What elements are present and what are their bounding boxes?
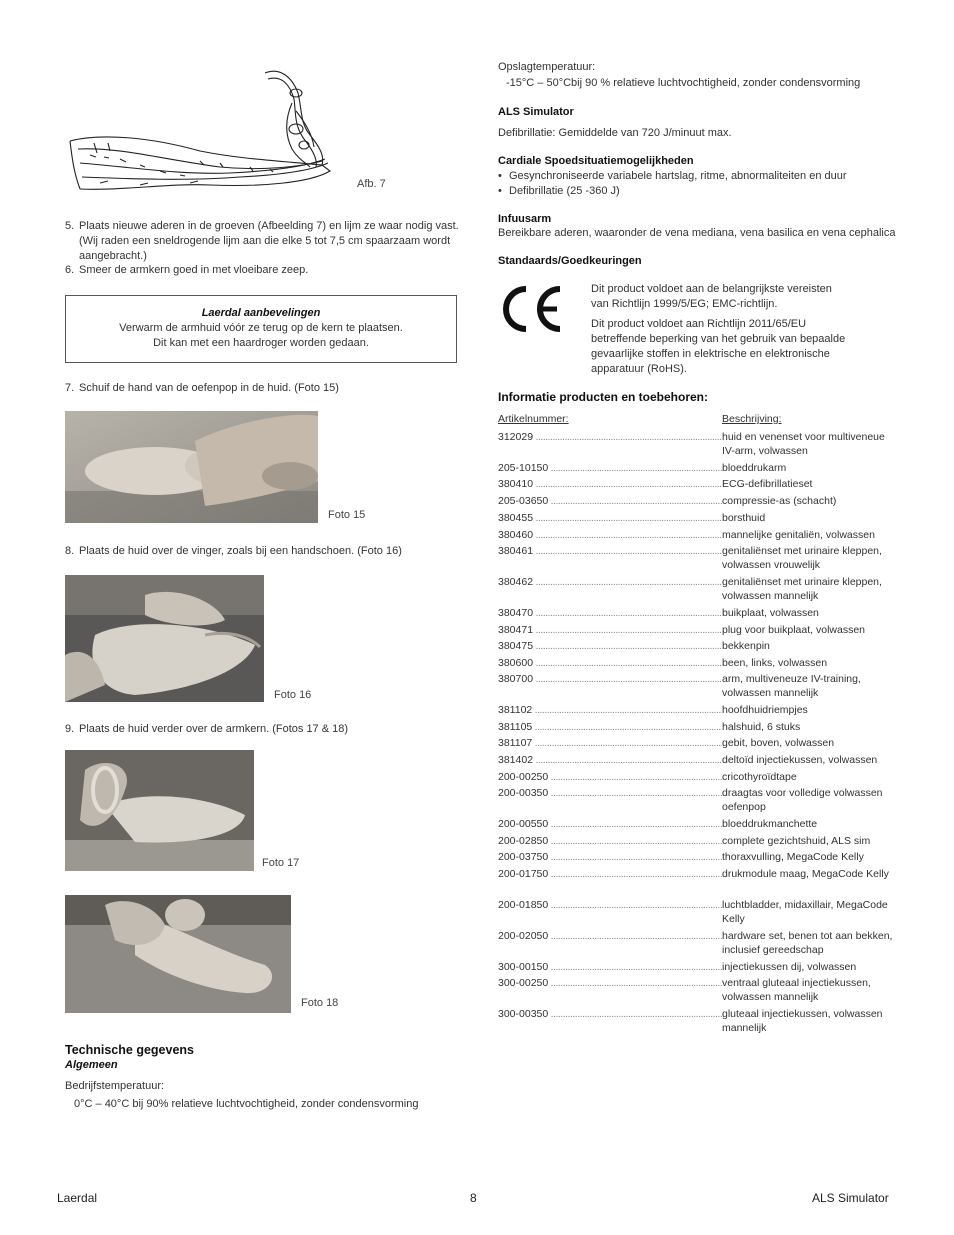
standards-title: Standaards/Goedkeuringen bbox=[498, 255, 642, 267]
product-number: 200-00550 ..... bbox=[498, 817, 722, 831]
product-description: ventraal gluteaal injectiekussen, volwassen mannelijk bbox=[722, 977, 871, 1003]
product-number: 380455 ..... bbox=[498, 511, 722, 525]
photo-17-caption: Foto 17 bbox=[262, 857, 300, 869]
tech-subtitle: Algemeen bbox=[65, 1059, 118, 1071]
step-9 bbox=[65, 722, 460, 737]
step-9-number: 9. bbox=[65, 723, 75, 735]
product-description: plug voor buikplaat, volwassen bbox=[722, 624, 866, 636]
product-description: complete gezichtshuid, ALS sim bbox=[722, 835, 871, 847]
product-description: compressie-as (schacht) bbox=[722, 495, 837, 507]
product-description: gluteaal injectiekussen, volwassen mannelijk bbox=[722, 1008, 883, 1034]
storage-temp-label: Opslagtemperatuur: bbox=[498, 61, 596, 73]
standards-text-1: Dit product voldoet aan de belangrijkste vereisten van Richtlijn 1999/5/EG; EMC-richtlijn. bbox=[591, 283, 832, 310]
product-number: 200-00250 ..... bbox=[498, 770, 722, 784]
recommendation-title: Laerdal aanbevelingen bbox=[201, 307, 321, 319]
product-number: 380700 ..... bbox=[498, 672, 722, 686]
product-number: 380410 ..... bbox=[498, 477, 722, 491]
recommendation-line-2: Dit kan met een haardroger worden gedaan. bbox=[153, 337, 369, 349]
product-number: 300-00250 ..... bbox=[498, 976, 722, 990]
step-6-text: Smeer de armkern goed in met vloeibare zeep. bbox=[79, 264, 309, 276]
product-description: luchtbladder, midaxillair, MegaCode Kelly bbox=[722, 899, 888, 925]
photo-16-caption: Foto 16 bbox=[274, 689, 312, 701]
photo-15-caption: Foto 15 bbox=[328, 509, 366, 521]
photo-16 bbox=[65, 575, 264, 702]
tech-title: Technische gegevens bbox=[65, 1043, 194, 1057]
ce-mark-icon bbox=[499, 285, 563, 333]
product-description: thoraxvulling, MegaCode Kelly bbox=[722, 851, 864, 863]
cardiac-title: Cardiale Spoedsituatiemogelijkheden bbox=[498, 155, 694, 167]
step-7-text: Schuif de hand van de oefenpop in de huid. (Foto 15) bbox=[79, 382, 339, 394]
product-description: cricothyroïdtape bbox=[722, 771, 797, 783]
product-number: 312029 ..... bbox=[498, 430, 722, 444]
product-number: 380470 ..... bbox=[498, 606, 722, 620]
cardiac-item-2: • Defibrillatie (25 -360 J) bbox=[498, 184, 898, 199]
step-8-number: 8. bbox=[65, 545, 75, 557]
photo-15 bbox=[65, 411, 318, 523]
product-number: 381105 ..... bbox=[498, 720, 722, 734]
footer-page-number: 8 bbox=[470, 1191, 477, 1205]
cardiac-list bbox=[498, 169, 898, 199]
product-description: injectiekussen dij, volwassen bbox=[722, 961, 857, 973]
product-number: 200-03750 ..... bbox=[498, 850, 722, 864]
product-number: 200-01850 ..... bbox=[498, 898, 722, 912]
step-6 bbox=[65, 263, 460, 278]
product-number: 380461 ..... bbox=[498, 544, 722, 558]
product-description: mannelijke genitaliën, volwassen bbox=[722, 529, 875, 541]
step-9-text: Plaats de huid verder over de armkern. (Fotos 17 & 18) bbox=[79, 723, 349, 735]
cardiac-item-1: • Gesynchroniseerde variabele hartslag, ritme, abnormaliteiten en duur bbox=[498, 169, 898, 184]
step-6-number: 6. bbox=[65, 264, 75, 276]
product-description: arm, multiveneuze IV-training, volwassen mannelijk bbox=[722, 673, 861, 699]
photo-17 bbox=[65, 750, 254, 871]
infusion-text: Bereikbare aderen, waaronder de vena mediana, vena basilica en vena cephalica bbox=[498, 227, 896, 239]
product-number: 300-00150 ..... bbox=[498, 960, 722, 974]
product-number: 380475 ..... bbox=[498, 639, 722, 653]
product-description: borsthuid bbox=[722, 512, 766, 524]
product-number: 200-01750 ..... bbox=[498, 867, 722, 881]
products-col-description: Beschrijving: bbox=[722, 413, 782, 425]
product-description: ECG-defibrillatieset bbox=[722, 478, 813, 490]
product-number: 381107 ..... bbox=[498, 736, 722, 750]
product-number: 380471 ..... bbox=[498, 623, 722, 637]
product-number: 200-00350 ..... bbox=[498, 786, 722, 800]
product-number: 381402 ..... bbox=[498, 753, 722, 767]
product-number: 380462 ..... bbox=[498, 575, 722, 589]
product-description: drukmodule maag, MegaCode Kelly bbox=[722, 868, 889, 880]
product-number: 200-02050 ..... bbox=[498, 929, 722, 943]
figure-7-drawing bbox=[60, 63, 342, 198]
operating-temp-value: 0°C – 40°C bij 90% relatieve luchtvochtigheid, zonder condensvorming bbox=[74, 1098, 419, 1110]
products-title: Informatie producten en toebehoren: bbox=[498, 390, 709, 404]
step-8-text: Plaats de huid over de vinger, zoals bij een handschoen. (Foto 16) bbox=[79, 545, 402, 557]
product-number: 205-03650 ..... bbox=[498, 494, 722, 508]
product-description: huid en venenset voor multiveneue IV-arm, volwassen bbox=[722, 431, 885, 457]
product-description: hoofdhuidriempjes bbox=[722, 704, 808, 716]
step-5-number: 5. bbox=[65, 220, 75, 232]
product-description: deltoïd injectiekussen, volwassen bbox=[722, 754, 878, 766]
product-number: 200-02850 ..... bbox=[498, 834, 722, 848]
product-description: draagtas voor volledige volwassen oefenpop bbox=[722, 787, 883, 813]
photo-18 bbox=[65, 895, 291, 1013]
recommendation-line-1: Verwarm de armhuid vóór ze terug op de kern te plaatsen. bbox=[119, 322, 403, 334]
product-description: been, links, volwassen bbox=[722, 657, 828, 669]
operating-temp-label: Bedrijfstemperatuur: bbox=[65, 1080, 165, 1092]
product-description: bekkenpin bbox=[722, 640, 770, 652]
product-description: bloeddrukmanchette bbox=[722, 818, 818, 830]
step-5 bbox=[65, 219, 460, 264]
footer-brand: Laerdal bbox=[57, 1191, 98, 1205]
infusion-title: Infuusarm bbox=[498, 213, 552, 225]
als-title: ALS Simulator bbox=[498, 106, 574, 118]
product-description: gebit, boven, volwassen bbox=[722, 737, 835, 749]
product-description: genitaliënset met urinaire kleppen, volwassen mannelijk bbox=[722, 576, 882, 602]
product-number: 380600 ..... bbox=[498, 656, 722, 670]
standards-text-2: Dit product voldoet aan Richtlijn 2011/65/EU betreffende beperking van het gebruik van bepaalde gevaarlijke stoffen in elektrische en elektronische apparatuur (RoHS). bbox=[591, 318, 846, 375]
product-number: 380460 ..... bbox=[498, 528, 722, 542]
product-number: 205-10150 ..... bbox=[498, 461, 722, 475]
als-text: Defibrillatie: Gemiddelde van 720 J/minuut max. bbox=[498, 127, 732, 139]
product-description: genitaliënset met urinaire kleppen, volwassen vrouwelijk bbox=[722, 545, 882, 571]
storage-temp-value: -15°C – 50°Cbij 90 % relatieve luchtvochtigheid, zonder condensvorming bbox=[506, 77, 861, 89]
step-7 bbox=[65, 381, 460, 396]
step-7-number: 7. bbox=[65, 382, 75, 394]
photo-18-caption: Foto 18 bbox=[301, 997, 339, 1009]
product-description: bloeddrukarm bbox=[722, 462, 787, 474]
product-number: 300-00350 ..... bbox=[498, 1007, 722, 1021]
recommendation-box bbox=[65, 295, 457, 363]
product-description: buikplaat, volwassen bbox=[722, 607, 819, 619]
products-col-number: Artikelnummer: bbox=[498, 413, 569, 425]
product-description: hardware set, benen tot aan bekken, inclusief gereedschap bbox=[722, 930, 893, 956]
product-number: 381102 ..... bbox=[498, 703, 722, 717]
step-8 bbox=[65, 544, 460, 559]
figure-7-caption: Afb. 7 bbox=[357, 178, 386, 190]
product-description: halshuid, 6 stuks bbox=[722, 721, 801, 733]
step-5-text: Plaats nieuwe aderen in de groeven (Afbeelding 7) en lijm ze waar nodig vast. (Wij raden een sneldrogende lijm aan die elke 5 tot 7,5 cm spaarzaam wordt aangebracht.) bbox=[79, 220, 459, 262]
footer-product: ALS Simulator bbox=[812, 1191, 889, 1205]
